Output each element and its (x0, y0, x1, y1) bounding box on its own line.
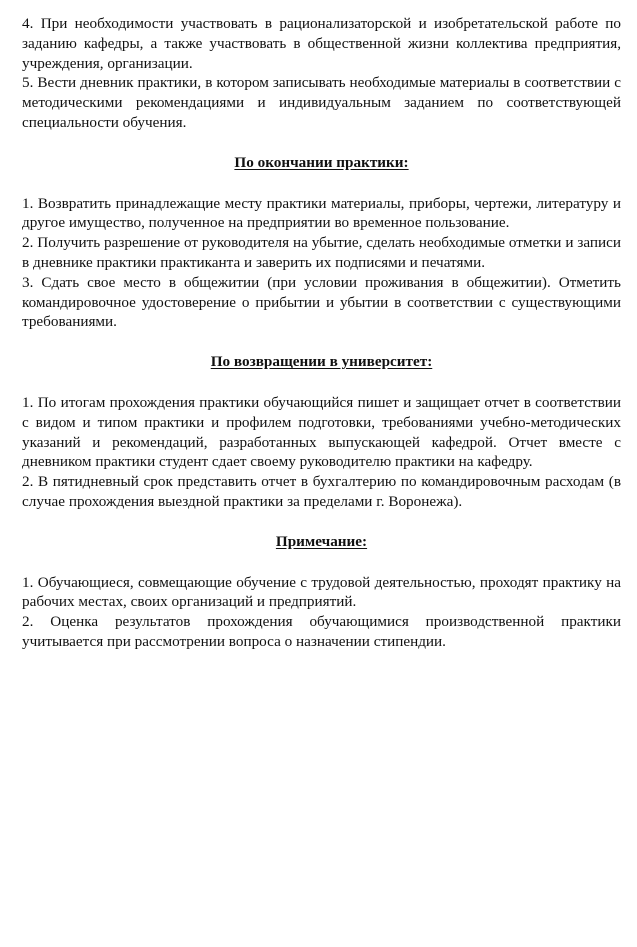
list-item: 3. Сдать свое место в общежитии (при условии проживания в общежитии). Отметить командировочное удостоверение о прибытии и убытии в соответствии с существующими требованиями. (22, 273, 621, 331)
document-page (22, 14, 621, 652)
list-item: 2. Оценка результатов прохождения обучающимися производственной практики учитывается при рассмотрении вопроса о назначении стипендии. (22, 613, 621, 650)
paragraph-intro-5: 5. Вести дневник практики, в котором записывать необходимые материалы в соответствии с методическими рекомендациями и индивидуальным заданием по соответствующей специальности обучения. (22, 74, 621, 131)
list-item: 1. Обучающиеся, совмещающие обучение с трудовой деятельностью, проходят практику на рабочих местах, своих организаций и предприятий. (22, 573, 621, 611)
list-item: 1. Возвратить принадлежащие месту практики материалы, приборы, чертежи, литературу и другое имущество, полученное на предприятии во временное пользование. (22, 194, 621, 232)
heading-end-of-practice: По окончании практики: (234, 153, 409, 171)
section-return-to-university (22, 393, 621, 512)
list-item: 2. Получить разрешение от руководителя на убытие, сделать необходимые отметки и записи в дневнике практики практиканта и заверить их подписями и печатями. (22, 234, 621, 271)
section-end-of-practice (22, 194, 621, 333)
heading-return-to-university: По возвращении в университет: (210, 353, 433, 371)
paragraph-intro-4: 4. При необходимости участвовать в рационализаторской и изобретательской работе по заданию кафедры, а также участвовать в общественной жизни коллектива предприятия, учреждения, организации. (22, 15, 621, 72)
section-note (22, 573, 621, 652)
list-item: 2. В пятидневный срок представить отчет в бухгалтерию по командировочным расходам (в случае прохождения выездной практики за пределами г. Воронежа). (22, 473, 621, 510)
list-item: 1. По итогам прохождения практики обучающийся пишет и защищает отчет в соответствии с видом и типом практики и профилем подготовки, требованиями учебно-методических указаний и рекомендаций, разработанных выпускающей кафедрой. Отчет вместе с дневником практики студент сдает своему руководителю практики на кафедру. (22, 393, 621, 471)
heading-note: Примечание: (275, 532, 368, 550)
